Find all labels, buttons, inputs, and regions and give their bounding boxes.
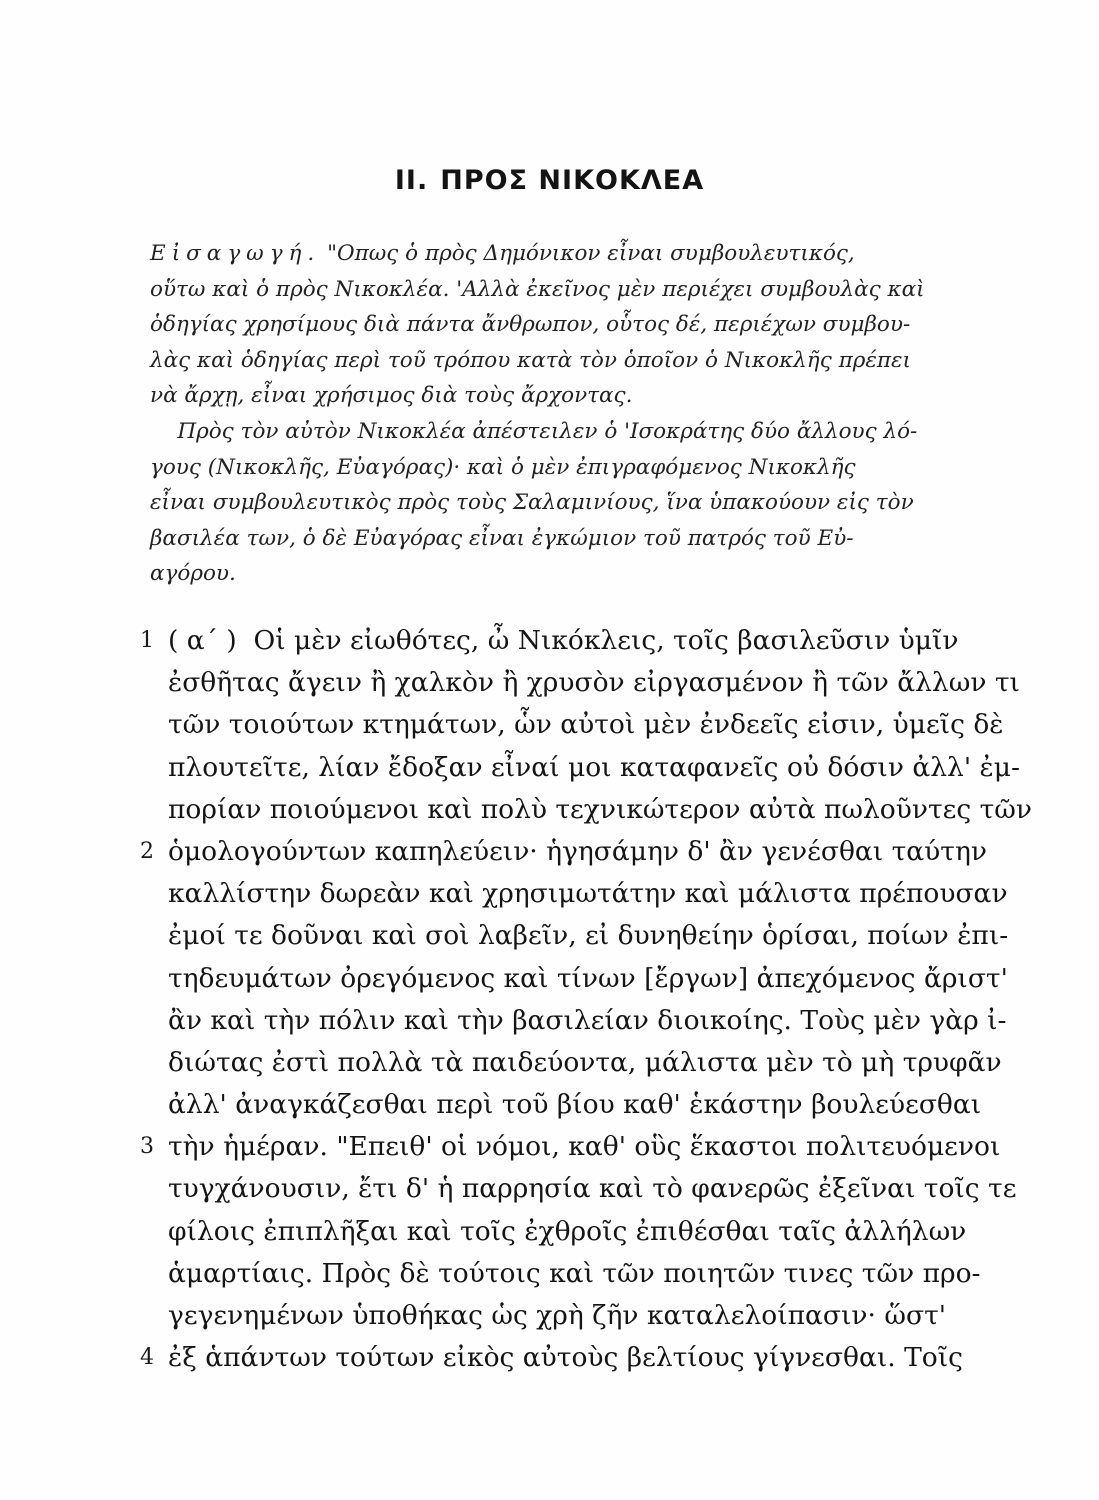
- text-line: διώτας ἐστὶ πολλὰ τὰ παιδεύοντα, μάλιστα μὲν τὸ μὴ τρυφᾶν: [168, 1046, 1002, 1078]
- intro-line: γους (Νικοκλῆς, Εὐαγόρας)· καὶ ὁ μὲν ἐπιγραφόμενος Νικοκλῆς: [150, 454, 856, 480]
- text-line: 1 ( α΄ ) Οἱ μὲν εἰωθότες, ὦ Νικόκλεις, τοῖς βασιλεῦσιν ὑμῖν: [168, 620, 1018, 662]
- text-line: 4 ἐξ ἁπάντων τούτων εἰκὸς αὐτοὺς βελτίους γίγνεσθαι. Τοῖς: [168, 1337, 1018, 1379]
- intro-line: αγόρου.: [150, 561, 236, 587]
- text-line: ἐμοί τε δοῦναι καὶ σοὶ λαβεῖν, εἰ δυνηθείην ὁρίσαι, ποίων ἐπι-: [168, 920, 1009, 952]
- introduction-paragraph: [150, 236, 1012, 592]
- text-line: ἐσθῆτας ἄγειν ἢ χαλκὸν ἢ χρυσὸν εἰργασμένον ἢ τῶν ἄλλων τι: [168, 667, 1020, 699]
- intro-line: εἶναι συμβουλευτικὸς πρὸς τοὺς Σαλαμινίους, ἵνα ὑπακούουν εἰς τὸν: [150, 490, 914, 516]
- chapter-title: ΠΡΟΣ ΝΙΚΟΚΛΕΑ: [440, 165, 705, 196]
- text-line: γεγενημένων ὑποθήκας ὡς χρὴ ζῆν καταλελοίπασιν· ὥστ': [168, 1300, 947, 1331]
- text-line: ἂν καὶ τὴν πόλιν καὶ τὴν βασιλείαν διοικοίης. Τοὺς μὲν γὰρ ἰ-: [168, 1004, 1007, 1036]
- chapter-number: II.: [394, 165, 429, 196]
- text-line: ἀλλ' ἀναγκάζεσθαι περὶ τοῦ βίου καθ' ἑκάστην βουλεύεσθαι: [168, 1089, 982, 1121]
- greek-text-body: [140, 620, 1032, 1379]
- section-number: 1: [140, 628, 154, 653]
- text-line: φίλοις ἐπιπλῆξαι καὶ τοῖς ἐχθροῖς ἐπιθέσθαι ταῖς ἀλλήλων: [168, 1215, 967, 1247]
- intro-line: βασιλέα των, ὁ δὲ Εὐαγόρας εἶναι ἐγκώμιον τοῦ πατρός τοῦ Εὐ-: [150, 525, 854, 551]
- intro-line: ὁδηγίας χρησίμους διὰ πάντα ἄνθρωπον, οὗτος δέ, περιέχων συμβου-: [150, 312, 911, 338]
- text-line: ἁμαρτίαις. Πρὸς δὲ τούτοις καὶ τῶν ποιητῶν τινες τῶν προ-: [168, 1257, 981, 1289]
- intro-line: λὰς καὶ ὁδηγίας περὶ τοῦ τρόπου κατὰ τὸν ὁποῖον ὁ Νικοκλῆς πρέπει: [150, 347, 911, 373]
- section-number: 4: [140, 1345, 154, 1371]
- intro-line: νὰ ἄρχῃ, εἶναι χρήσιμος διὰ τοὺς ἄρχοντας.: [150, 383, 633, 409]
- text-line: 2 ὁμολογούντων καπηλεύειν· ἡγησάμην δ' ἂν γενέσθαι ταύτην: [168, 831, 1018, 873]
- text-line: τυγχάνουσιν, ἔτι δ' ἡ παρρησία καὶ τὸ φανερῶς ἐξεῖναι τοῖς τε: [168, 1173, 1017, 1205]
- text-line: τῶν τοιούτων κτημάτων, ὧν αὐτοὶ μὲν ἐνδεεῖς εἰσιν, ὑμεῖς δὲ: [168, 709, 1004, 741]
- text-line: πορίαν ποιούμενοι καὶ πολὺ τεχνικώτερον αὐτὰ πωλοῦντες τῶν: [168, 793, 1032, 825]
- intro-line: Εἰσαγωγή. "Οπως ὁ πρὸς Δημόνικον εἶναι συμβουλευτικός,: [150, 241, 855, 266]
- section-number: 3: [140, 1134, 154, 1160]
- intro-lead-word: Εἰσαγωγή.: [150, 241, 321, 266]
- intro-line: οὕτω καὶ ὁ πρὸς Νικοκλέα. 'Αλλὰ ἐκεῖνος μὲν περιέχει συμβουλὰς καὶ: [150, 276, 925, 302]
- text-line: 3 τὴν ἡμέραν. "Επειθ' οἱ νόμοι, καθ' οὓς ἕκαστοι πολιτευόμενοι: [168, 1126, 1018, 1168]
- section-number: 2: [140, 838, 154, 864]
- text-line: καλλίστην δωρεὰν καὶ χρησιμωτάτην καὶ μάλιστα πρέπουσαν: [168, 878, 1008, 910]
- text-line: τηδευμάτων ὀρεγόμενος καὶ τίνων [ἔργων] ἀπεχόμενος ἄριστ': [168, 962, 1008, 994]
- intro-line: Πρὸς τὸν αὐτὸν Νικοκλέα ἀπέστειλεν ὁ 'Ισοκράτης δύο ἄλλους λό-: [150, 418, 918, 444]
- chapter-heading: [0, 165, 1099, 196]
- text-line: πλουτεῖτε, λίαν ἔδοξαν εἶναί μοι καταφανεῖς οὐ δόσιν ἀλλ' ἐμ-: [168, 751, 1020, 783]
